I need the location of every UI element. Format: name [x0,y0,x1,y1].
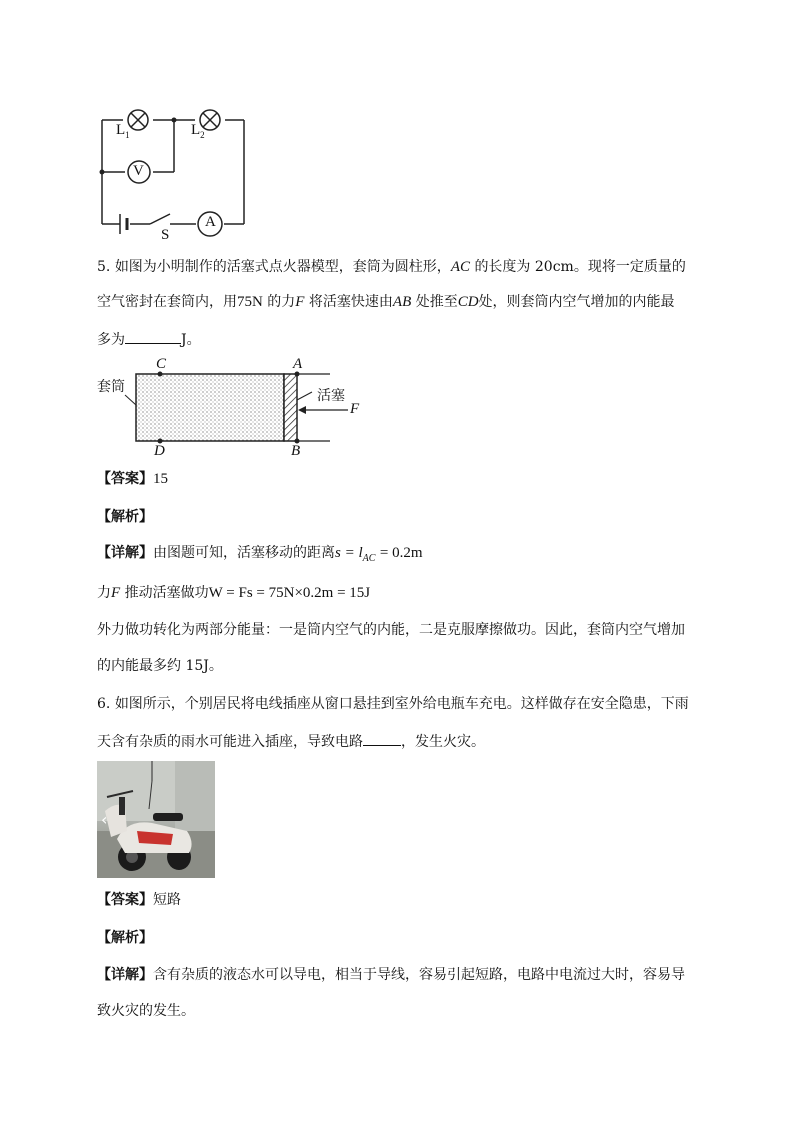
lamp1-label: $L_1$ [116,122,130,140]
point-a-label: A [293,356,303,372]
q5-detail-4: 的内能最多约 15J。 [97,658,223,674]
q5-answer: 【答案】15 [97,471,168,487]
point-c-label: C [156,356,167,372]
point-b-label: B [291,443,301,459]
q6-line2: 天含有杂质的雨水可能进入插座，导致电路 ，发生火灾。 [97,731,485,752]
piston-label: 活塞 [317,388,345,404]
q6-detail-2: 致火灾的发生。 [97,1003,195,1019]
answer-blank [363,731,401,746]
voltmeter-label: V [133,163,144,179]
q5-detail-2: 力F 推动活塞做功W = Fs = 75N×0.2m = 15J [97,585,371,601]
q5-line3: 多为 J。 [97,329,201,350]
switch-label: S [161,227,170,243]
force-f-label: F [350,401,360,417]
q6-line1: 6. 如图所示，个别居民将电线插座从窗口悬挂到室外给电瓶车充电。这样做存在安全隐患，下雨 [97,696,689,712]
sleeve-label: 套筒 [97,379,125,395]
ammeter-label: A [205,214,216,230]
lamp-l1 [128,110,148,130]
lamp2-label: $L_2$ [191,122,205,140]
q5-analysis-tag: 【解析】 [97,509,153,525]
q6-answer: 【答案】短路 [97,892,181,908]
answer-blank [125,329,181,344]
q5-line1: 5. 如图为小明制作的活塞式点火器模型，套筒为圆柱形，AC 的长度为 20cm。现将一定质量的 [97,259,686,275]
q5-line2: 空气密封在套筒内，用75N 的力F 将活塞快速由AB 处推至CD处，则套筒内空气增加的内能最 [97,294,675,310]
q6-detail-1: 【详解】含有杂质的液态水可以导电，相当于导线，容易引起短路，电路中电流过大时，容易导 [97,967,685,983]
q6-analysis-tag: 【解析】 [97,930,153,946]
scooter-photo [97,761,215,878]
q5-detail-1: 【详解】由图题可知，活塞移动的距离$s = l_{AC} = 0.2m$ [97,545,423,564]
svg-text:‹: ‹ [101,810,108,829]
piston-diagram [90,355,380,465]
q5-detail-3: 外力做功转化为两部分能量：一是筒内空气的内能，二是克服摩擦做功。因此，套筒内空气增加 [97,622,685,638]
point-d-label: D [154,443,165,459]
